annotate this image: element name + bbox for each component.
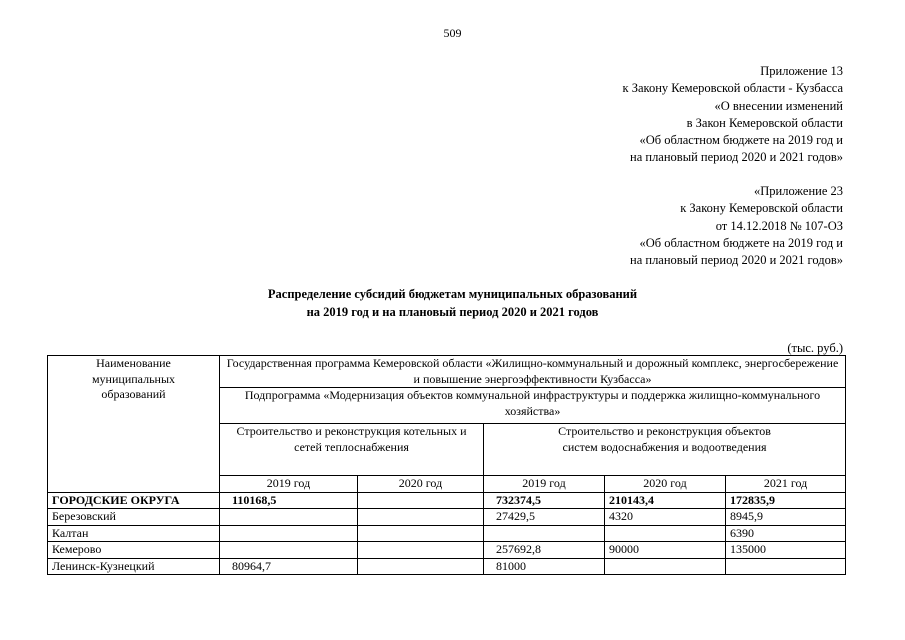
value-cell (358, 525, 484, 542)
value-cell: 135000 (726, 542, 846, 559)
value-cell: 27429,5 (484, 509, 605, 526)
table-row (48, 492, 846, 509)
year-header: 2020 год (358, 476, 484, 493)
value-cell: 110168,5 (220, 492, 358, 509)
appendix-23-line: «Об областном бюджете на 2019 год и (639, 235, 843, 250)
appendix-23-line: от 14.12.2018 № 107-ОЗ (715, 218, 843, 233)
group-water-header: Строительство и реконструкция объектов систем водоснабжения и водоотведения (484, 424, 846, 476)
value-cell: 8945,9 (726, 509, 846, 526)
appendix-13-line: «О внесении изменений (714, 98, 843, 113)
value-cell (484, 525, 605, 542)
row-name: Березовский (48, 509, 220, 526)
subprogram-header: Подпрограмма «Модернизация объектов коммунальной инфраструктуры и поддержка жилищно-коммунального хозяйства» (220, 388, 846, 424)
appendix-13-line: Приложение 13 (760, 64, 843, 78)
appendix-13-line: в Закон Кемеровской области (686, 115, 843, 130)
value-cell: 732374,5 (484, 492, 605, 509)
appendix-23-line: к Закону Кемеровской области (680, 201, 843, 216)
appendix-23-line: на плановый период 2020 и 2021 годов» (630, 253, 843, 268)
year-header: 2020 год (605, 476, 726, 493)
row-name: Ленинск-Кузнецкий (48, 558, 220, 575)
value-cell (220, 542, 358, 559)
value-cell: 4320 (605, 509, 726, 526)
group-heat-header: Строительство и реконструкция котельных и сетей теплоснабжения (220, 424, 484, 476)
appendix-23-line: «Приложение 23 (754, 184, 843, 198)
table-row (48, 558, 846, 575)
value-cell: 257692,8 (484, 542, 605, 559)
document-title (0, 285, 905, 321)
value-cell: 80964,7 (220, 558, 358, 575)
units-label: (тыс. руб.) (787, 341, 843, 355)
value-cell (605, 558, 726, 575)
appendix-13-line: на плановый период 2020 и 2021 годов» (630, 150, 843, 165)
page-number: 509 (443, 26, 462, 40)
value-cell (220, 525, 358, 542)
value-cell (358, 542, 484, 559)
value-cell (358, 558, 484, 575)
subsidy-table (47, 355, 846, 575)
appendix-13-block (623, 63, 844, 167)
value-cell (726, 558, 846, 575)
row-name: Кемерово (48, 542, 220, 559)
year-header: 2019 год (484, 476, 605, 493)
title-line-2: на 2019 год и на плановый период 2020 и 2021 годов (306, 305, 599, 319)
table-row (48, 525, 846, 542)
col-header-name: Наименование муниципальных образований (48, 356, 220, 493)
row-name: ГОРОДСКИЕ ОКРУГА (48, 492, 220, 509)
title-line-1: Распределение субсидий бюджетам муниципальных образований (267, 287, 638, 301)
value-cell: 172835,9 (726, 492, 846, 509)
table-row (48, 509, 846, 526)
value-cell: 90000 (605, 542, 726, 559)
year-header: 2019 год (220, 476, 358, 493)
value-cell (220, 509, 358, 526)
value-cell: 6390 (726, 525, 846, 542)
program-header: Государственная программа Кемеровской области «Жилищно-коммунальный и дорожный комплекс, энергосбережение и повышение энергоэффективности Кузбасса» (220, 356, 846, 388)
value-cell (358, 492, 484, 509)
value-cell: 210143,4 (605, 492, 726, 509)
table-row (48, 542, 846, 559)
value-cell (605, 525, 726, 542)
row-name: Калтан (48, 525, 220, 542)
appendix-23-block (630, 183, 843, 269)
year-header: 2021 год (726, 476, 846, 493)
appendix-13-line: «Об областном бюджете на 2019 год и (639, 133, 843, 148)
value-cell (358, 509, 484, 526)
appendix-13-line: к Закону Кемеровской области - Кузбасса (622, 81, 843, 96)
value-cell: 81000 (484, 558, 605, 575)
